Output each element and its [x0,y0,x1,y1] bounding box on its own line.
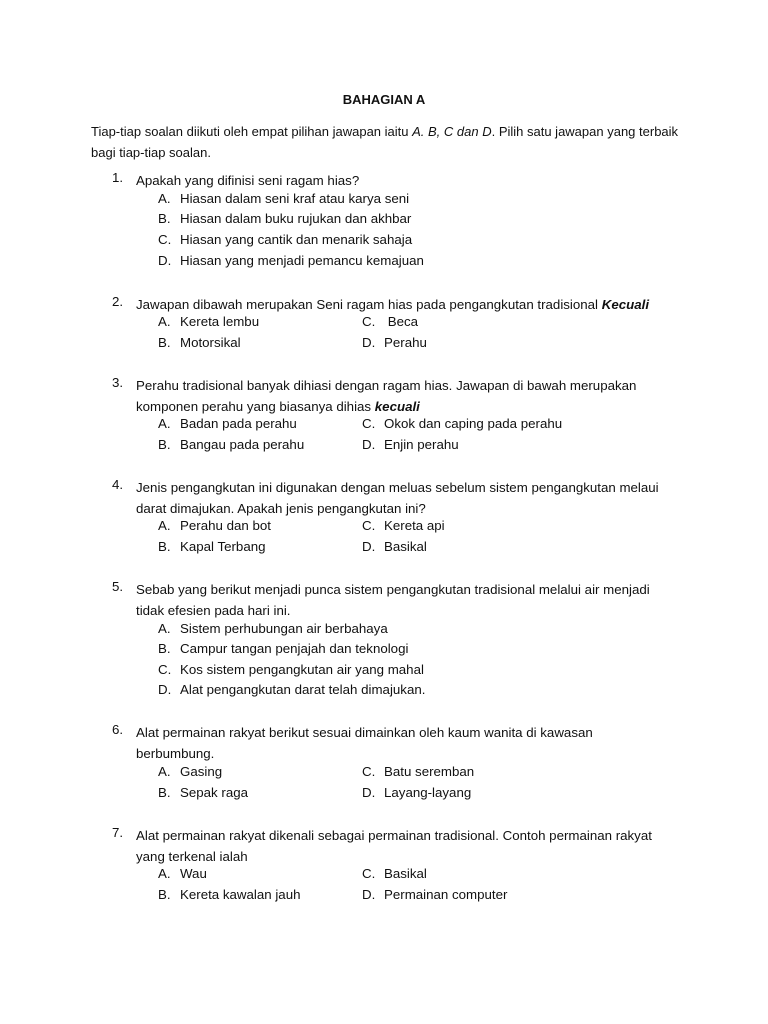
option-text: Sistem perhubungan air berbahaya [180,621,388,636]
question-line: Alat permainan rakyat berikut sesuai dimainkan oleh kaum wanita di kawasan [136,725,593,740]
option-4a[interactable] [158,518,271,533]
option-letter: D. [362,335,376,350]
option-letter: A. [158,416,171,431]
option-4c[interactable] [362,518,445,533]
option-text: Sepak raga [180,785,249,800]
option-text: Beca [384,314,419,329]
question-number: 1. [112,170,124,185]
question-number: 7. [112,825,124,840]
option-4d[interactable] [362,539,427,554]
option-letter: D. [362,785,376,800]
question-text [136,825,716,867]
option-7c[interactable] [362,866,427,881]
question-text [136,170,676,191]
option-3a[interactable] [158,416,297,431]
question-number: 3. [112,375,124,390]
option-5b[interactable] [158,641,408,656]
option-letter: B. [158,785,171,800]
question-line: komponen perahu yang biasanya dihias [136,399,375,414]
question-line: Jawapan dibawah merupakan Seni ragam hias pada pengangkutan tradisional [136,297,602,312]
question-number: 5. [112,579,124,594]
option-letter: D. [158,253,172,268]
option-6b[interactable] [158,785,248,800]
option-letter: C. [362,518,376,533]
option-4b[interactable] [158,539,266,554]
question-line: Perahu tradisional banyak dihiasi dengan ragam hias. Jawapan di bawah merupakan [136,378,637,393]
option-7b[interactable] [158,887,301,902]
option-text: Basikal [384,866,427,881]
question-text [136,477,696,519]
option-3d[interactable] [362,437,459,452]
option-letter: A. [158,191,171,206]
option-letter: D. [158,682,172,697]
instruction-text-2: . Pilih satu jawapan yang terbaik bagi tiap-tiap soalan. [91,124,679,160]
option-text: Okok dan caping pada perahu [384,416,563,431]
option-7d[interactable] [362,887,507,902]
option-1a[interactable] [158,191,409,206]
option-text: Perahu dan bot [180,518,271,533]
question-line: tidak efesien pada hari ini. [136,603,291,618]
instruction-emphasis: A. B, C dan D [412,124,492,139]
option-text: Alat pengangkutan darat telah dimajukan. [180,682,426,697]
option-6a[interactable] [158,764,222,779]
option-text: Bangau pada perahu [180,437,305,452]
option-6c[interactable] [362,764,474,779]
option-text: Kereta kawalan jauh [180,887,301,902]
option-text: Badan pada perahu [180,416,297,431]
option-text: Kapal Terbang [180,539,266,554]
option-text: Kos sistem pengangkutan air yang mahal [180,662,424,677]
option-6d[interactable] [362,785,471,800]
option-letter: C. [362,314,376,329]
question-number: 4. [112,477,124,492]
question-text [136,722,696,764]
question-line: Apakah yang difinisi seni ragam hias? [136,173,360,188]
option-text: Gasing [180,764,223,779]
option-text: Hiasan dalam seni kraf atau karya seni [180,191,410,206]
option-1b[interactable] [158,211,411,226]
option-3b[interactable] [158,437,304,452]
option-letter: A. [158,314,171,329]
option-letter: A. [158,866,171,881]
question-emphasis: Kecuali [601,297,650,312]
option-letter: B. [158,539,171,554]
option-text: Batu seremban [384,764,475,779]
option-letter: A. [158,621,171,636]
option-letter: A. [158,764,171,779]
question-text [136,375,696,417]
option-text: Layang-layang [384,785,472,800]
option-5c[interactable] [158,662,424,677]
option-letter: C. [158,662,172,677]
option-letter: C. [158,232,172,247]
option-letter: B. [158,887,171,902]
option-text: Campur tangan penjajah dan teknologi [180,641,409,656]
option-text: Perahu [384,335,427,350]
option-letter: C. [362,764,376,779]
option-text: Motorsikal [180,335,241,350]
question-line: Jenis pengangkutan ini digunakan dengan meluas sebelum sistem pengangkutan melaui [136,480,659,495]
option-5a[interactable] [158,621,388,636]
option-7a[interactable] [158,866,207,881]
option-letter: B. [158,437,171,452]
question-number: 6. [112,722,124,737]
option-text: Kereta api [384,518,445,533]
instruction-text-1: Tiap-tiap soalan diikuti oleh empat pilihan jawapan iaitu [91,124,413,139]
question-line: darat dimajukan. Apakah jenis pengangkutan ini? [136,501,426,516]
option-text: Enjin perahu [384,437,459,452]
question-line: Sebab yang berikut menjadi punca sistem pengangkutan tradisional melalui air menjadi [136,582,650,597]
option-1d[interactable] [158,253,424,268]
option-letter: D. [362,437,376,452]
option-letter: C. [362,416,376,431]
question-line: yang terkenal ialah [136,849,248,864]
option-letter: D. [362,887,376,902]
question-number: 2. [112,294,124,309]
option-2d[interactable] [362,335,427,350]
option-text: Hiasan yang menjadi pemancu kemajuan [180,253,424,268]
option-letter: A. [158,518,171,533]
instruction [91,121,691,163]
option-text: Wau [180,866,207,881]
option-letter: D. [362,539,376,554]
option-text: Hiasan dalam buku rujukan dan akhbar [180,211,412,226]
question-text [136,294,736,315]
section-title: BAHAGIAN A [342,92,426,107]
option-5d[interactable] [158,682,425,697]
question-text [136,579,696,621]
option-1c[interactable] [158,232,412,247]
question-line: berbumbung. [136,746,215,761]
option-text: Basikal [384,539,427,554]
option-letter: B. [158,211,171,226]
option-2a[interactable] [158,314,259,329]
option-letter: B. [158,641,171,656]
option-3c[interactable] [362,416,562,431]
option-text: Kereta lembu [180,314,260,329]
option-2b[interactable] [158,335,241,350]
option-2c[interactable] [362,314,418,329]
question-line-2 [136,396,696,417]
option-text: Permainan computer [384,887,508,902]
question-emphasis: kecuali [374,399,420,414]
question-line: Alat permainan rakyat dikenali sebagai permainan tradisional. Contoh permainan rakyat [136,828,652,843]
option-text: Hiasan yang cantik dan menarik sahaja [180,232,413,247]
option-letter: B. [158,335,171,350]
option-letter: C. [362,866,376,881]
